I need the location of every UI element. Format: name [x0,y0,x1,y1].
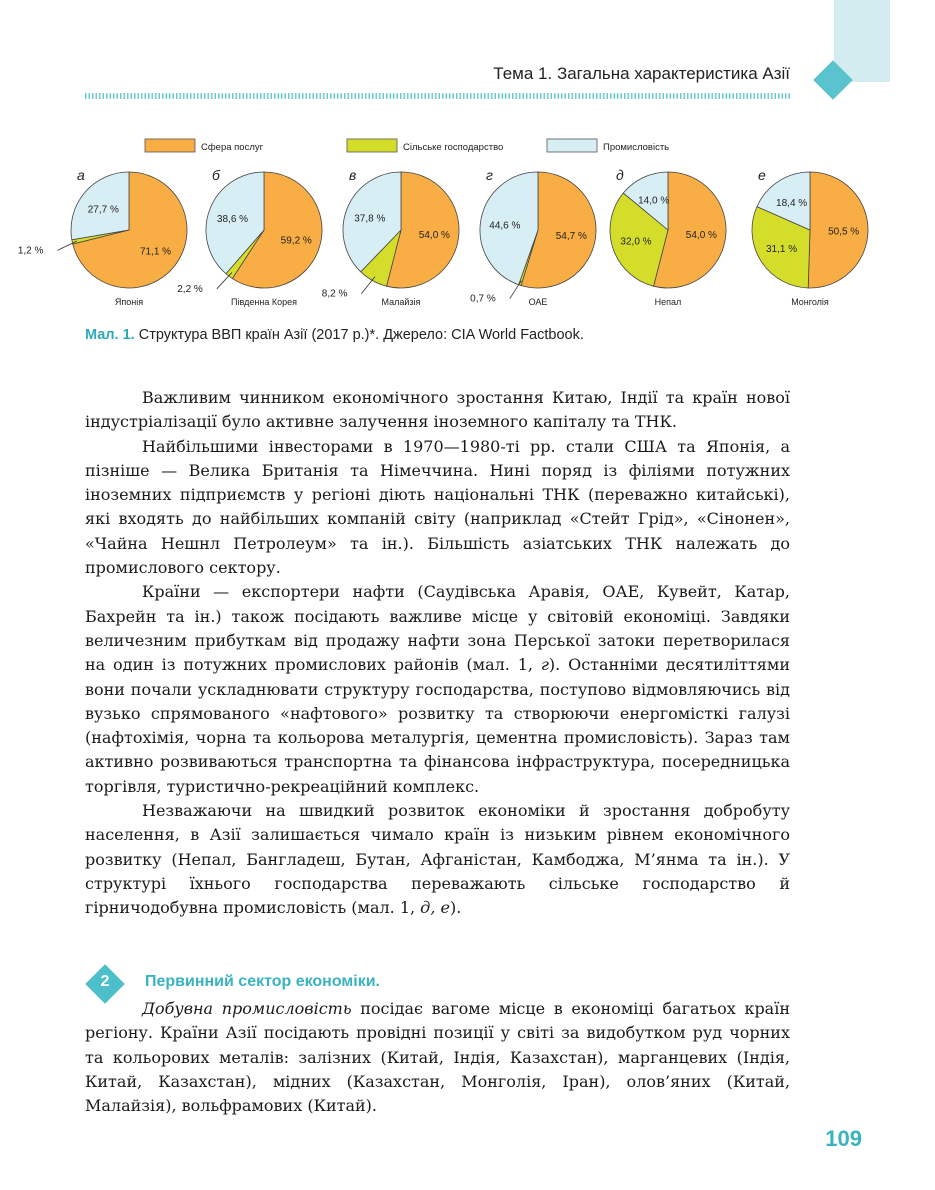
figure-caption-label: Мал. 1. [85,327,135,343]
header-dotted-rule [85,93,790,99]
paragraph-3-text-end: ). Останніми десятиліттями вони почали ускладнювати структуру господарства, поступово відмовляючись від вузько спрямованого «нафтового» розвитку та створюючи енергомісткі галузі (нафтохімія, чорна та кольорова металургія, цементна промисловість). Зараз там активно розвиваються транспортна та фінансова інфраструктура, посередницька торгівля, туристично-рекреаційний комплекс. [85,655,791,796]
pie-country-label: ОАЕ [528,297,548,307]
legend-swatch-industry [547,139,597,152]
section-title: Первинний сектор економіки. [145,973,380,990]
pie-country-label: Південна Корея [231,297,297,307]
pie-leader-line [217,273,232,289]
paragraph-4 [85,799,790,920]
pie-label-services: 59,2 % [280,235,312,247]
paragraph-2: Найбільшими інвесторами в 1970—1980-ті рр. стали США та Японія, а пізніше — Велика Британія та Німеччина. Нині поряд із філіями потужних іноземних підприємств у регіоні діють національні ТНК (переважно китайські), які входять до найбільших компаній світу (наприклад «Стейт Грід», «Сінонен», «Чайна Нешнл Петролеум» та ін.). Більшість азіатських ТНК належать до промислового сектору. [85,436,790,578]
paragraph-3 [85,580,790,799]
section-paragraph-text: посідає вагоме місце в економіці багатьох країн регіону. Країни Азії посідають провідні позиції у світі за видобутком руд чорних та кольорових металів: залізних (Китай, Індія, Казахстан), марганцевих (Індія, Китай, Казахстан), мідних (Казахстан, Монголія, Іран), олов’яних (Китай, Малайзія), вольфрамових (Китай). [85,999,790,1116]
pie-label-industry: 37,8 % [354,213,386,225]
pie-label-industry: 14,0 % [638,195,670,207]
body-text [85,386,790,921]
section-body [85,997,790,1118]
pie-letter: д [616,167,624,183]
running-header: Тема 1. Загальна характеристика Азії [493,64,790,83]
figure-caption [85,327,584,343]
figure-ref-de: д, е [420,898,450,918]
pie-label-agriculture: 0,7 % [470,293,496,305]
legend-swatch-agriculture [347,139,397,152]
gdp-structure-pie-charts [0,130,935,320]
pie-letter: а [77,167,85,183]
pie-country-label: Монголія [791,297,829,307]
pie-label-industry: 27,7 % [87,204,119,216]
pie-country-label: Малайзія [381,297,421,307]
pie-leader-line [361,277,375,294]
pie-letter: б [212,167,220,183]
pie-letter: г [486,167,493,183]
figure-ref-g: г [540,655,549,675]
paragraph-1: Важливим чинником економічного зростання Китаю, Індії та країн нової індустріалізації було активне залучення іноземного капіталу та ТНК. [85,388,790,432]
pie-label-agriculture: 1,2 % [17,245,44,257]
legend-swatch-services [145,139,195,152]
section-number-badge [91,970,119,998]
paragraph-4-text: Незважаючи на швидкий розвиток економіки й зростання добробуту населення, в Азії залишається чимало країн із низьким рівнем економічного розвитку (Непал, Бангладеш, Бутан, Афганістан, Камбоджа, М’янма та ін.). У структурі їхнього господарства переважають сільське господарство й гірничодобувна промисловість (мал. 1, [85,801,790,918]
figure-caption-text: Структура ВВП країн Азії (2017 р.)*. Джерело: CIA World Factbook. [134,327,584,343]
pie-label-services: 50,5 % [828,226,860,238]
paragraph-4-text-end: ). [449,898,462,918]
pie-label-agriculture: 8,2 % [321,288,348,300]
pie-country-label: Японія [114,297,144,307]
section-paragraph [85,997,790,1118]
pie-label-agriculture: 31,1 % [765,243,798,255]
pie-letter: е [758,167,766,183]
pie-label-services: 54,0 % [685,230,717,242]
page-number: 109 [825,1126,862,1151]
legend-label-services: Сфера послуг [201,142,264,153]
pie-label-industry: 38,6 % [216,214,249,226]
section-number: 2 [100,973,110,990]
paragraph-3-text: Країни — експортери нафти (Саудівська Аравія, ОАЕ, Кувейт, Катар, Бахрейн та ін.) також посідають важливе місце у світовій економіці. Завдяки величезним прибуткам від продажу нафти зона Перської затоки перетворилася на один із потужних промислових районів (мал. 1, [85,582,790,675]
pie-label-agriculture: 2,2 % [177,283,203,295]
pie-letter: в [349,167,357,183]
section-term: Добувна промисловість [142,999,352,1018]
legend-label-industry: Промисловість [603,142,670,153]
pie-label-services: 71,1 % [139,246,172,258]
pie-label-services: 54,0 % [418,230,450,242]
pie-label-industry: 18,4 % [776,197,808,209]
pie-country-label: Непал [654,297,682,307]
pie-label-services: 54,7 % [555,230,587,242]
legend-label-agriculture: Сільське господарство [403,142,504,153]
pie-label-industry: 44,6 % [489,220,521,232]
pie-label-agriculture: 32,0 % [620,236,652,248]
